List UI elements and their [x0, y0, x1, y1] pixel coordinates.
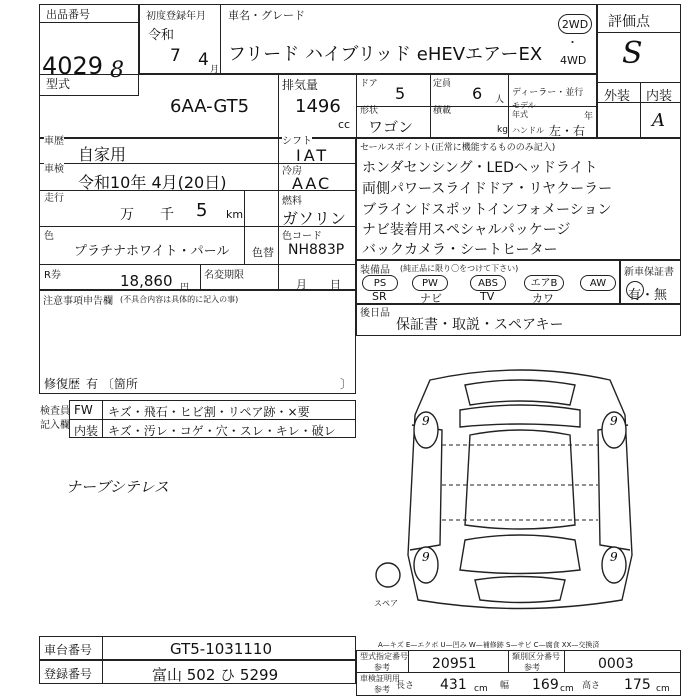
drive-2wd: 2WD [558, 14, 592, 34]
category-number-value: 0003 [598, 656, 634, 672]
inspection-value: 令和10年 4月(20日) [78, 173, 227, 192]
type-number-label: 型式指定番号 [360, 652, 408, 661]
attachments-value: 保証書・取説・スペアキー [396, 317, 564, 333]
evaluation-score: S [622, 36, 643, 71]
capacity-value: 6 [472, 84, 483, 103]
mileage-man: 万 [120, 207, 134, 223]
model-year-label-1: モデル [512, 101, 536, 110]
equipment-sub: (純正品に限り〇をつけて下さい) [400, 264, 519, 273]
new-warranty-label: 新車保証書 [624, 267, 674, 278]
width-value: 169 [532, 677, 559, 693]
plate-value: 富山 502 ひ 5299 [152, 666, 279, 684]
sales-point-2: 両側パワースライドドア・リヤクーラー [362, 181, 613, 197]
equip-airbag: エアB [524, 275, 564, 291]
car-damage-diagram [370, 355, 670, 625]
cooling-value: AAC [292, 174, 332, 193]
color-label: 色 [44, 231, 54, 242]
equip-tv: TV [480, 290, 495, 303]
damage-legend: A—キズ E—エクボ U—凹み W—補修跡 S—サビ C—腐食 XX—交換済 [378, 641, 600, 649]
model-label: 型式 [46, 77, 71, 91]
color-change-label: 色替 [252, 246, 274, 259]
plate-label: 登録番号 [44, 667, 93, 681]
repair-bracket-close: 〕 [340, 377, 353, 391]
name-change-day: 日 [330, 278, 341, 291]
inspector-label-2: 記入欄 [40, 420, 70, 431]
recycle-unit: 円 [180, 283, 190, 293]
equip-pw: PW [412, 275, 448, 291]
repair-label: 修復歴 [44, 377, 81, 391]
damage-mark-1: 9 [422, 414, 430, 428]
notes-label: 注意事項申告欄 [43, 296, 113, 307]
displacement-unit: cc [338, 118, 351, 131]
lot-label: 出品番号 [46, 8, 90, 21]
length-label: 長さ [396, 681, 415, 691]
handwritten-note: ナーブシテレス [66, 478, 169, 496]
new-warranty-circle [626, 281, 644, 299]
inspector-int-label: 内装 [74, 424, 99, 438]
sales-point-5: バックカメラ・シートヒーター [362, 242, 558, 258]
shape-value: ワゴン [368, 118, 414, 136]
drive-dot: ・ [567, 36, 578, 49]
height-label: 高さ [582, 681, 601, 691]
recycle-label: R券 [44, 270, 61, 281]
equip-sr: SR [372, 290, 387, 303]
length-label-1: 車検証明用 [360, 674, 400, 683]
chassis-label: 車台番号 [44, 643, 93, 657]
color-value: プラチナホワイト・パール [74, 244, 230, 259]
width-unit: cm [560, 684, 574, 694]
sales-point-1: ホンダセンシング・LEDヘッドライト [362, 160, 598, 176]
model-year-unit: 年 [584, 112, 594, 122]
category-number-sub: 参考 [524, 663, 540, 672]
inspector-int-value: キズ・汚レ・コゲ・穴・スレ・キレ・破レ [108, 424, 336, 438]
height-unit: cm [656, 684, 670, 694]
inspector-fw: FW [74, 403, 93, 417]
mileage-unit: km [226, 208, 244, 221]
inspector-label-1: 検査員 [40, 406, 70, 417]
damage-mark-4: 9 [610, 550, 618, 564]
reg-month-unit: 月 [210, 65, 220, 75]
fuel-label: 燃料 [282, 196, 302, 207]
sales-point-3: ブラインドスポットインフォメーション [362, 202, 612, 218]
capacity-unit: 人 [495, 95, 505, 105]
handle-label: ハンドル [512, 126, 544, 135]
equip-navi: ナビ [420, 292, 442, 305]
shift-value: IAT [296, 146, 330, 165]
height-value: 175 [624, 677, 651, 693]
load-unit: kg [497, 125, 508, 135]
load-label: 積載 [433, 106, 452, 116]
car-name: フリード ハイブリッド eHEVエアーEX [228, 44, 543, 65]
shift-label: シフト [282, 132, 312, 147]
displacement-value: 1496 [295, 96, 341, 117]
length-unit: cm [474, 684, 488, 694]
width-label: 幅 [500, 681, 510, 691]
displacement-label: 排気量 [282, 78, 319, 92]
sales-points-label: セールスポイント(正常に機能するもののみ記入) [360, 143, 556, 153]
history-label: 車歴 [44, 132, 64, 147]
notes-sub: (不具合内容は具体的に記入の事) [120, 295, 239, 304]
reg-era: 令和 [148, 28, 175, 43]
car-label: 車名・グレード [228, 9, 305, 22]
lot-number: 4029 [42, 52, 104, 80]
length-value: 431 [440, 677, 467, 693]
model-year-label-2: 年式 [512, 110, 528, 119]
equipment-label: 装備品 [360, 265, 390, 276]
reg-month: 4 [198, 50, 209, 70]
color-code-label: 色コード [282, 231, 322, 242]
spare-label: スペア [374, 599, 398, 608]
name-change-label: 名変期限 [204, 270, 244, 281]
evaluation-label: 評価点 [608, 14, 650, 30]
equip-ps: PS [362, 275, 398, 291]
new-warranty-value: 有・無 [628, 288, 668, 303]
inspection-label: 車検 [44, 160, 64, 175]
fuel-value: ガソリン [282, 209, 347, 228]
equip-abs: ABS [470, 275, 506, 291]
exterior-label: 外装 [604, 89, 631, 104]
damage-mark-3: 9 [422, 550, 430, 564]
attachments-label: 後日品 [360, 308, 390, 319]
interior-score: A [652, 110, 665, 131]
lot-mark: 8 [110, 58, 124, 83]
model-value: 6AA-GT5 [170, 96, 250, 117]
reg-year: 7 [170, 46, 181, 66]
type-number-value: 20951 [432, 656, 477, 672]
damage-mark-2: 9 [610, 414, 618, 428]
sales-point-4: ナビ装着用スペシャルパッケージ [362, 222, 571, 238]
shape-label: 形状 [360, 106, 379, 116]
interior-label: 内装 [646, 89, 673, 104]
drive-4wd: 4WD [560, 54, 587, 67]
recycle-value: 18,860 [120, 272, 173, 290]
repair-value: 有 〔箇所 [86, 377, 138, 391]
mileage-label: 走行 [44, 193, 64, 204]
type-number-sub: 参考 [374, 663, 390, 672]
mileage-value: 5 [196, 200, 208, 221]
chassis-value: GT5-1031110 [170, 640, 273, 658]
name-change-month: 月 [296, 278, 307, 291]
mileage-sen: 千 [160, 207, 174, 223]
dealer-label: ディーラー・並行 [512, 88, 584, 98]
color-code: NH883P [288, 242, 345, 258]
handle-value: 左・右 [549, 124, 586, 138]
reg-date-label: 初度登録年月 [146, 11, 206, 22]
length-label-2: 参考 [374, 685, 390, 694]
category-number-label: 類別区分番号 [512, 652, 560, 661]
history-value: 自家用 [78, 145, 127, 164]
capacity-label: 定員 [433, 79, 452, 89]
cooling-label: 冷房 [282, 166, 302, 177]
inspector-ext-value: キズ・飛石・ヒビ割・リペア跡・×要 [108, 405, 310, 419]
equip-leather: カワ [532, 292, 554, 305]
equip-aw: AW [580, 275, 616, 291]
doors-label: ドア [360, 79, 378, 89]
doors-value: 5 [395, 84, 406, 103]
